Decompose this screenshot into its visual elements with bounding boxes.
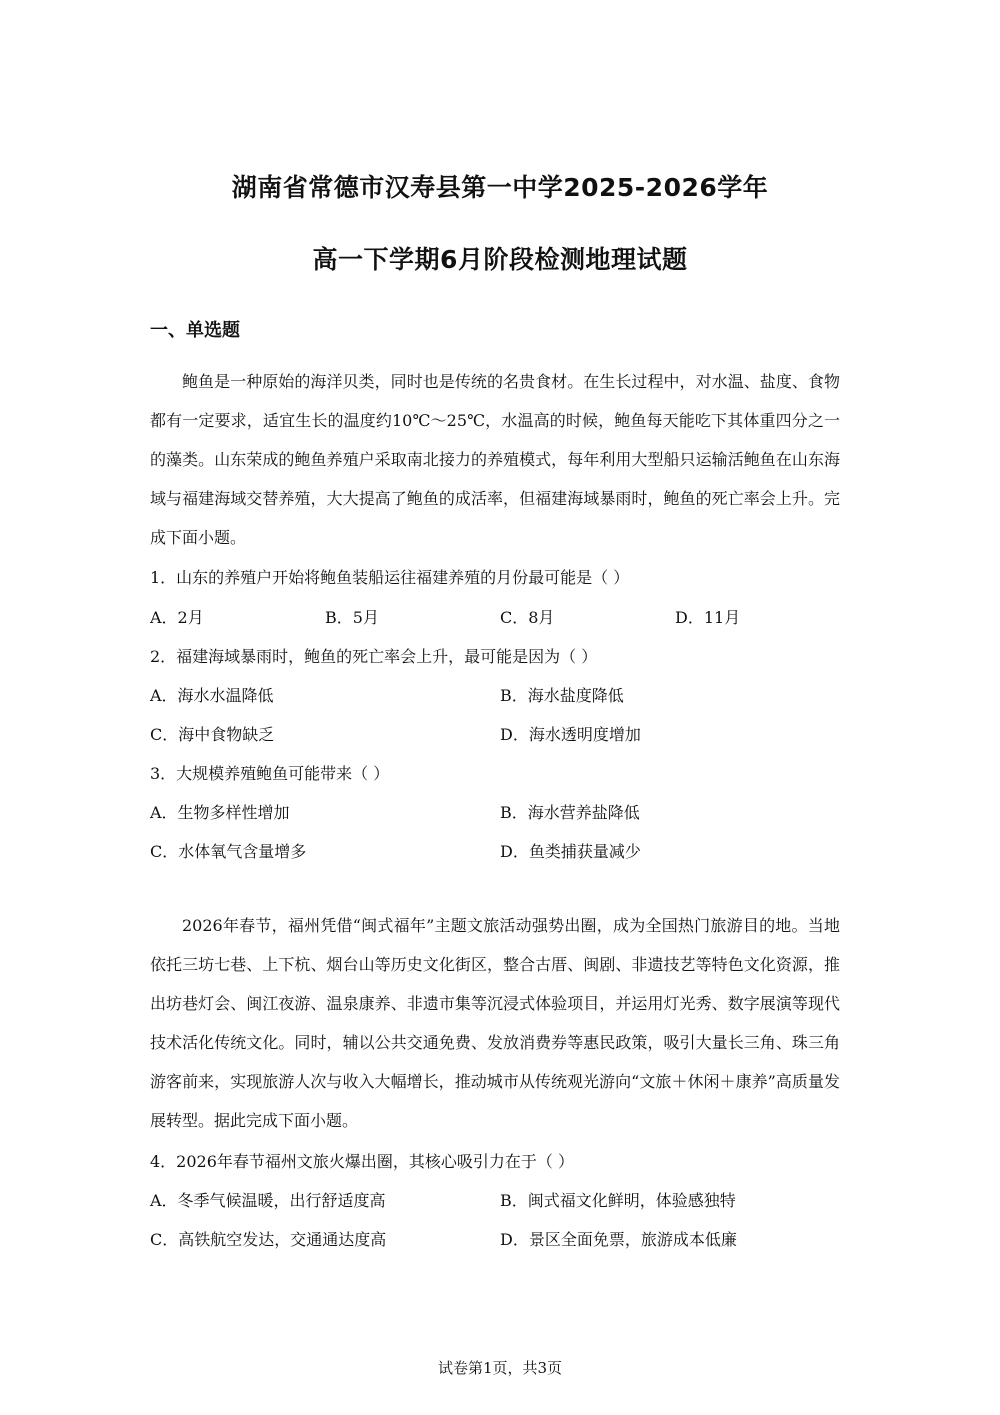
question-4-option-a[interactable]: A．冬季气候温暖，出行舒适度高 <box>150 1191 386 1210</box>
reading-passage-abalone: 鲍鱼是一种原始的海洋贝类，同时也是传统的名贵食材。在生长过程中，对水温、盐度、食物都有一定要求，适宜生长的温度约10℃～25℃，水温高的时候，鲍鱼每天能吃下其体重四分之一的藻类。山东荣成的鲍鱼养殖户采取南北接力的养殖模式，每年利用大型船只运输活鲍鱼在山东海域与福建海域交替养殖，大大提高了鲍鱼的成活率，但福建海域暴雨时，鲍鱼的死亡率会上升。完成下面小题。 <box>150 372 840 547</box>
question-4-stem: 4．2026年春节福州文旅火爆出圈，其核心吸引力在于（ ） <box>150 1152 574 1171</box>
question-3-option-d[interactable]: D．鱼类捕获量减少 <box>500 842 641 861</box>
question-3-stem: 3．大规模养殖鲍鱼可能带来（ ） <box>150 764 390 783</box>
question-3-option-b[interactable]: B．海水营养盐降低 <box>500 803 640 822</box>
question-3-option-c[interactable]: C．水体氧气含量增多 <box>150 842 307 861</box>
question-2-option-b[interactable]: B．海水盐度降低 <box>500 686 624 705</box>
page-footer: 试卷第1页，共3页 <box>437 1359 563 1377</box>
exam-title-line1: 湖南省常德市汉寿县第一中学2025-2026学年 <box>231 173 769 202</box>
reading-passage-fuzhou-tourism: 2026年春节，福州凭借“闽式福年”主题文旅活动强势出圈，成为全国热门旅游目的地。当地依托三坊七巷、上下杭、烟台山等历史文化街区，整合古厝、闽剧、非遗技艺等特色文化资源，推出坊巷灯会、闽江夜游、温泉康养、非遗市集等沉浸式体验项目，并运用灯光秀、数字展演等现代技术活化传统文化。同时，辅以公共交通免费、发放消费券等惠民政策，吸引大量长三角、珠三角游客前来，实现旅游人次与收入大幅增长，推动城市从传统观光游向“文旅＋休闲＋康养”高质量发展转型。据此完成下面小题。 <box>150 916 840 1130</box>
question-2-option-c[interactable]: C．海中食物缺乏 <box>150 725 275 744</box>
question-2-stem: 2．福建海域暴雨时，鲍鱼的死亡率会上升，最可能是因为（ ） <box>150 647 598 666</box>
question-4-option-b[interactable]: B．闽式福文化鲜明，体验感独特 <box>500 1191 736 1210</box>
section-heading: 一、单选题 <box>150 320 240 341</box>
question-1-option-a[interactable]: A．2月 <box>150 608 204 627</box>
exam-title-line2: 高一下学期6月阶段检测地理试题 <box>312 245 688 274</box>
question-1-option-c[interactable]: C．8月 <box>500 608 555 627</box>
question-1-option-d[interactable]: D．11月 <box>675 608 741 627</box>
question-4-option-d[interactable]: D．景区全面免票，旅游成本低廉 <box>500 1230 737 1249</box>
question-3-option-a[interactable]: A．生物多样性增加 <box>150 803 290 822</box>
question-2-option-d[interactable]: D．海水透明度增加 <box>500 725 641 744</box>
question-4-option-c[interactable]: C．高铁航空发达，交通通达度高 <box>150 1230 387 1249</box>
question-1-option-b[interactable]: B．5月 <box>325 608 379 627</box>
question-1-stem: 1．山东的养殖户开始将鲍鱼装船运往福建养殖的月份最可能是（ ） <box>150 568 630 587</box>
question-2-option-a[interactable]: A．海水水温降低 <box>150 686 274 705</box>
